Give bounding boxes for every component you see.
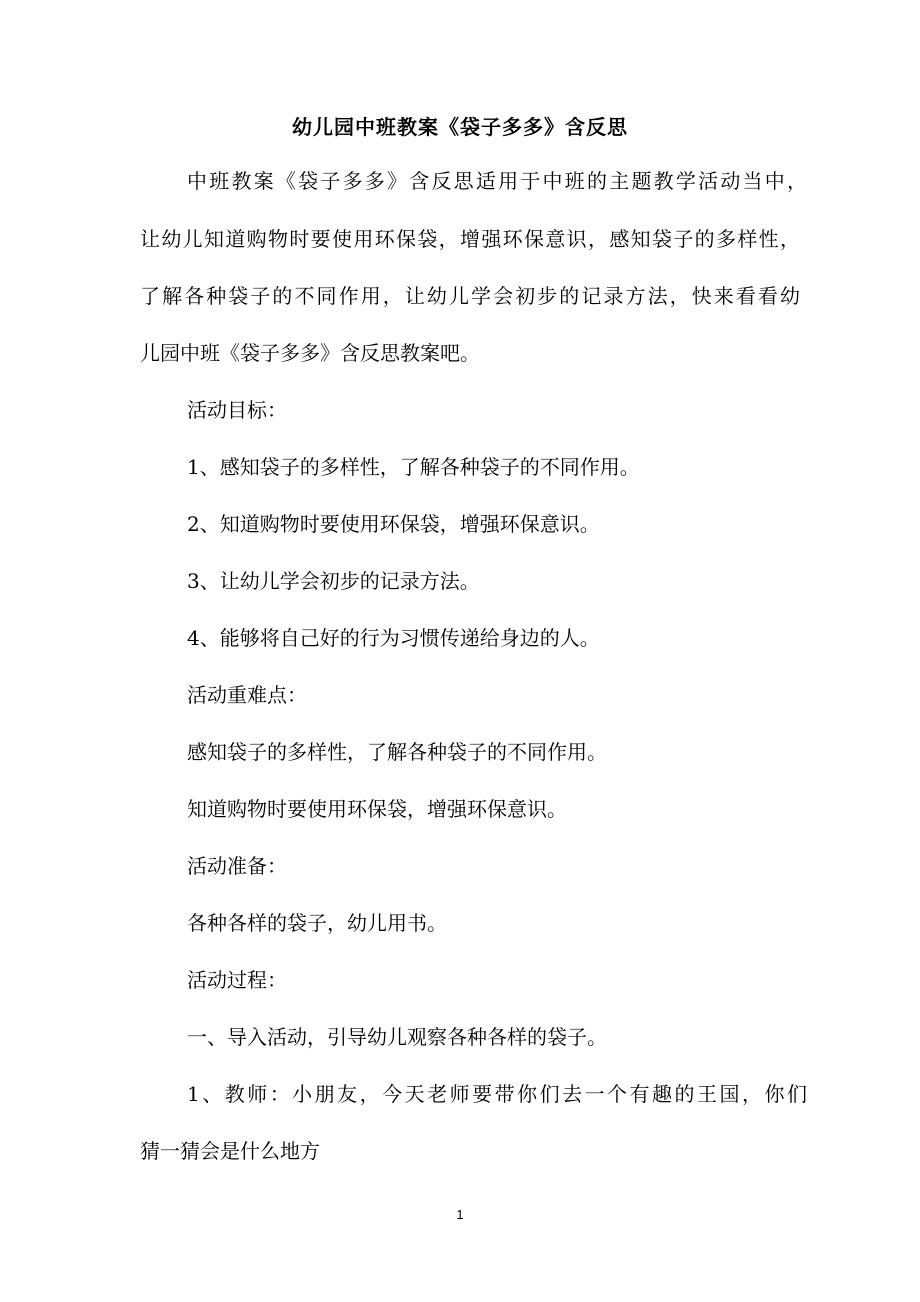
key-point-2: 知道购物时要使用环保袋，增强环保意识。 — [187, 797, 567, 821]
preparation-text: 各种各样的袋子，幼儿用书。 — [187, 911, 447, 935]
process-heading: 活动过程： — [187, 968, 287, 992]
goal-item-3: 3、让幼儿学会初步的记录方法。 — [187, 569, 480, 593]
page-number: 1 — [456, 1207, 464, 1222]
intro-line-2: 让幼儿知道购物时要使用环保袋，增强环保意识，感知袋子的多样性， — [140, 227, 800, 251]
intro-line-4: 儿园中班《袋子多多》含反思教案吧。 — [140, 341, 480, 365]
goal-item-4: 4、能够将自己好的行为习惯传递给身边的人。 — [187, 626, 600, 650]
process-step-1: 一、导入活动，引导幼儿观察各种各样的袋子。 — [187, 1025, 607, 1049]
intro-line-1: 中班教案《袋子多多》含反思适用于中班的主题教学活动当中， — [187, 169, 807, 193]
goal-item-1: 1、感知袋子的多样性，了解各种袋子的不同作用。 — [187, 455, 640, 479]
teacher-line-2: 猜一猜会是什么地方 — [140, 1139, 320, 1163]
goal-item-2: 2、知道购物时要使用环保袋，增强环保意识。 — [187, 512, 600, 536]
key-points-heading: 活动重难点： — [187, 683, 307, 707]
teacher-line-1: 1、教师：小朋友，今天老师要带你们去一个有趣的王国，你们 — [187, 1082, 807, 1106]
goals-heading: 活动目标： — [187, 398, 287, 422]
preparation-heading: 活动准备： — [187, 854, 287, 878]
intro-line-3: 了解各种袋子的不同作用，让幼儿学会初步的记录方法，快来看看幼 — [140, 284, 800, 308]
document-title: 幼儿园中班教案《袋子多多》含反思 — [292, 115, 628, 139]
key-point-1: 感知袋子的多样性，了解各种袋子的不同作用。 — [187, 740, 607, 764]
